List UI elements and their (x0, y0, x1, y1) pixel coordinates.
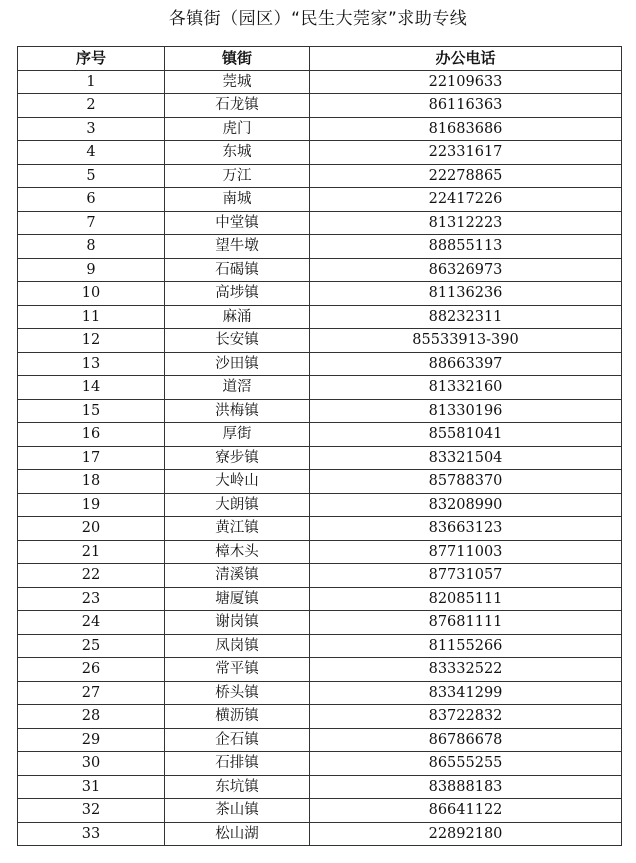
phone-number-cell: 83208990 (310, 493, 622, 517)
serial-number-cell: 13 (18, 352, 165, 376)
phone-number-cell: 83321504 (310, 446, 622, 470)
phone-number-cell: 87681111 (310, 611, 622, 635)
phone-number-cell: 81683686 (310, 117, 622, 141)
serial-number-cell: 29 (18, 728, 165, 752)
serial-number-cell: 18 (18, 470, 165, 494)
town-name-cell: 凤岗镇 (165, 634, 310, 658)
serial-number-cell: 19 (18, 493, 165, 517)
table-row (18, 352, 622, 376)
phone-number-cell: 81155266 (310, 634, 622, 658)
table-row (18, 235, 622, 259)
town-name-cell: 高埗镇 (165, 282, 310, 306)
serial-number-cell: 3 (18, 117, 165, 141)
town-name-cell: 洪梅镇 (165, 399, 310, 423)
serial-number-cell: 4 (18, 141, 165, 165)
serial-number-cell: 24 (18, 611, 165, 635)
serial-number-cell: 21 (18, 540, 165, 564)
table-row (18, 470, 622, 494)
phone-number-cell: 86116363 (310, 94, 622, 118)
phone-number-cell: 85581041 (310, 423, 622, 447)
table-row (18, 775, 622, 799)
serial-number-cell: 6 (18, 188, 165, 212)
table-row (18, 611, 622, 635)
table-row (18, 799, 622, 823)
phone-number-cell: 87731057 (310, 564, 622, 588)
table-row (18, 423, 622, 447)
town-name-cell: 横沥镇 (165, 705, 310, 729)
phone-number-cell: 85533913-390 (310, 329, 622, 353)
serial-number-cell: 8 (18, 235, 165, 259)
serial-number-cell: 31 (18, 775, 165, 799)
serial-number-cell: 26 (18, 658, 165, 682)
table-row (18, 376, 622, 400)
phone-number-cell: 81136236 (310, 282, 622, 306)
serial-number-cell: 23 (18, 587, 165, 611)
serial-number-cell: 17 (18, 446, 165, 470)
serial-number-cell: 14 (18, 376, 165, 400)
serial-number-cell: 2 (18, 94, 165, 118)
table-row (18, 94, 622, 118)
town-name-cell: 望牛墩 (165, 235, 310, 259)
table-row (18, 282, 622, 306)
table-row (18, 493, 622, 517)
town-name-cell: 中堂镇 (165, 211, 310, 235)
phone-number-cell: 86786678 (310, 728, 622, 752)
phone-number-cell: 81332160 (310, 376, 622, 400)
phone-number-cell: 22417226 (310, 188, 622, 212)
phone-number-cell: 88232311 (310, 305, 622, 329)
serial-number-cell: 25 (18, 634, 165, 658)
phone-number-cell: 81312223 (310, 211, 622, 235)
town-name-cell: 万江 (165, 164, 310, 188)
town-name-cell: 黄江镇 (165, 517, 310, 541)
table-row (18, 211, 622, 235)
town-name-cell: 虎门 (165, 117, 310, 141)
town-name-cell: 长安镇 (165, 329, 310, 353)
town-name-cell: 南城 (165, 188, 310, 212)
phone-number-cell: 22278865 (310, 164, 622, 188)
serial-number-cell: 15 (18, 399, 165, 423)
town-name-cell: 麻涌 (165, 305, 310, 329)
table-row (18, 587, 622, 611)
serial-number-cell: 16 (18, 423, 165, 447)
town-name-cell: 大岭山 (165, 470, 310, 494)
serial-number-cell: 11 (18, 305, 165, 329)
table-row (18, 305, 622, 329)
town-name-cell: 东城 (165, 141, 310, 165)
town-name-cell: 企石镇 (165, 728, 310, 752)
table-body (18, 70, 622, 846)
phone-number-cell: 88855113 (310, 235, 622, 259)
header-office-phone: 办公电话 (310, 47, 622, 71)
phone-number-cell: 86326973 (310, 258, 622, 282)
town-name-cell: 石碣镇 (165, 258, 310, 282)
table-row (18, 705, 622, 729)
town-name-cell: 石排镇 (165, 752, 310, 776)
town-name-cell: 松山湖 (165, 822, 310, 846)
phone-number-cell: 83341299 (310, 681, 622, 705)
town-name-cell: 谢岗镇 (165, 611, 310, 635)
phone-number-cell: 82085111 (310, 587, 622, 611)
table-row (18, 540, 622, 564)
phone-number-cell: 83888183 (310, 775, 622, 799)
table-row (18, 188, 622, 212)
serial-number-cell: 10 (18, 282, 165, 306)
town-name-cell: 桥头镇 (165, 681, 310, 705)
town-name-cell: 石龙镇 (165, 94, 310, 118)
table-row (18, 564, 622, 588)
table-row (18, 728, 622, 752)
serial-number-cell: 30 (18, 752, 165, 776)
serial-number-cell: 32 (18, 799, 165, 823)
serial-number-cell: 9 (18, 258, 165, 282)
phone-number-cell: 22331617 (310, 141, 622, 165)
town-name-cell: 莞城 (165, 70, 310, 94)
phone-number-cell: 85788370 (310, 470, 622, 494)
hotline-table (17, 46, 622, 846)
table-row (18, 141, 622, 165)
town-name-cell: 道滘 (165, 376, 310, 400)
table-row (18, 70, 622, 94)
town-name-cell: 清溪镇 (165, 564, 310, 588)
serial-number-cell: 1 (18, 70, 165, 94)
phone-number-cell: 22892180 (310, 822, 622, 846)
phone-number-cell: 86641122 (310, 799, 622, 823)
serial-number-cell: 27 (18, 681, 165, 705)
table-row (18, 329, 622, 353)
document-title: 各镇街（园区）“民生大莞家”求助专线 (168, 9, 468, 29)
header-serial-number: 序号 (18, 47, 165, 71)
serial-number-cell: 28 (18, 705, 165, 729)
town-name-cell: 厚街 (165, 423, 310, 447)
phone-number-cell: 87711003 (310, 540, 622, 564)
town-name-cell: 东坑镇 (165, 775, 310, 799)
serial-number-cell: 5 (18, 164, 165, 188)
town-name-cell: 樟木头 (165, 540, 310, 564)
serial-number-cell: 12 (18, 329, 165, 353)
table-row (18, 681, 622, 705)
table-row (18, 164, 622, 188)
town-name-cell: 常平镇 (165, 658, 310, 682)
serial-number-cell: 33 (18, 822, 165, 846)
phone-number-cell: 86555255 (310, 752, 622, 776)
table-row (18, 822, 622, 846)
town-name-cell: 大朗镇 (165, 493, 310, 517)
serial-number-cell: 22 (18, 564, 165, 588)
phone-number-cell: 81330196 (310, 399, 622, 423)
phone-number-cell: 83663123 (310, 517, 622, 541)
serial-number-cell: 7 (18, 211, 165, 235)
serial-number-cell: 20 (18, 517, 165, 541)
phone-number-cell: 22109633 (310, 70, 622, 94)
header-town-street: 镇街 (165, 47, 310, 71)
table-row (18, 258, 622, 282)
town-name-cell: 沙田镇 (165, 352, 310, 376)
table-row (18, 517, 622, 541)
table-header-row (18, 47, 622, 71)
phone-number-cell: 88663397 (310, 352, 622, 376)
table-row (18, 752, 622, 776)
town-name-cell: 茶山镇 (165, 799, 310, 823)
phone-number-cell: 83722832 (310, 705, 622, 729)
phone-number-cell: 83332522 (310, 658, 622, 682)
table-row (18, 117, 622, 141)
table-row (18, 634, 622, 658)
table-row (18, 446, 622, 470)
table-row (18, 399, 622, 423)
town-name-cell: 寮步镇 (165, 446, 310, 470)
table-row (18, 658, 622, 682)
town-name-cell: 塘厦镇 (165, 587, 310, 611)
